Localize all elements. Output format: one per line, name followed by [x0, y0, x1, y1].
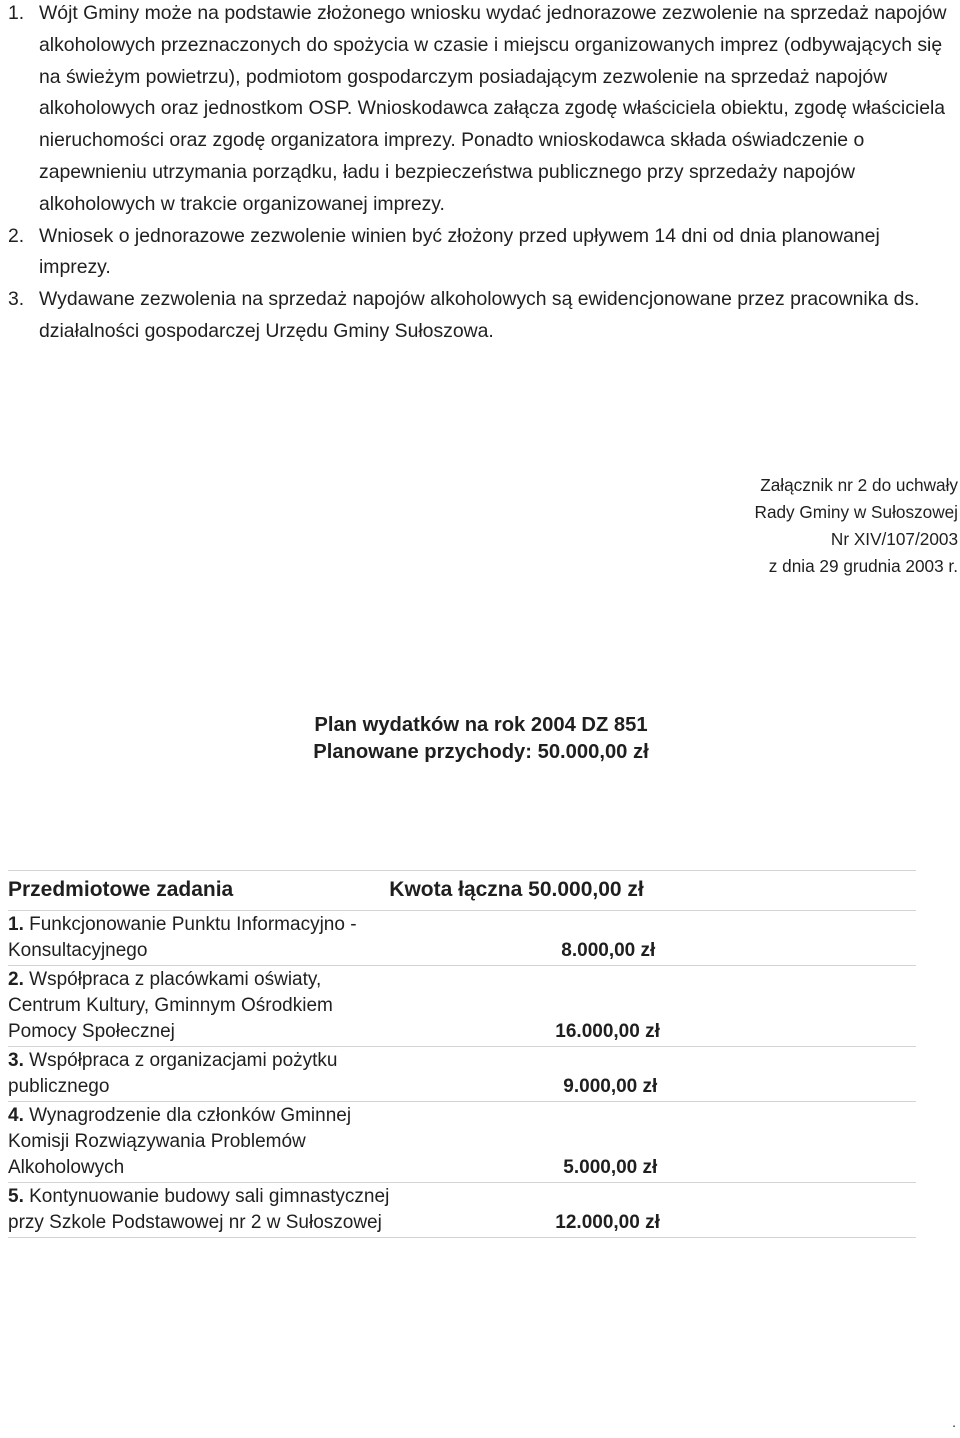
table-row: [8, 1183, 916, 1238]
list-item: [8, 221, 956, 285]
amount-value: 12.000,00 zł: [555, 1212, 660, 1233]
amount-cell: [389, 1102, 916, 1183]
task-cell: [8, 1047, 389, 1102]
amount-cell: [389, 911, 916, 966]
amount-value: 9.000,00 zł: [563, 1076, 658, 1097]
attachment-line: Rady Gminy w Sułoszowej: [754, 502, 958, 522]
task-cell: [8, 1183, 389, 1238]
attachment-note: [755, 472, 958, 580]
expenses-table: [8, 870, 916, 1238]
attachment-line: Załącznik nr 2 do uchwały: [760, 475, 958, 495]
task-number: 1.: [8, 914, 24, 935]
header-task: Przedmiotowe zadania: [8, 878, 234, 901]
page-end-mark: .: [952, 1414, 956, 1430]
amount-value: 16.000,00 zł: [555, 1021, 660, 1042]
amount-cell: [389, 1047, 916, 1102]
attachment-line: Nr XIV/107/2003: [830, 529, 958, 549]
table-row: [8, 966, 916, 1047]
list-item: [8, 284, 956, 348]
task-cell: [8, 911, 389, 966]
table-header-row: [8, 871, 916, 911]
task-number: 4.: [8, 1105, 24, 1126]
task-number: 3.: [8, 1050, 24, 1071]
task-number: 5.: [8, 1186, 24, 1207]
amount-cell: [389, 1183, 916, 1238]
table-row: [8, 911, 916, 966]
plan-subtitle: Planowane przychody: 50.000,00 zł: [313, 741, 649, 763]
list-item-text: Wójt Gminy może na podstawie złożonego wniosku wydać jednorazowe zezwolenie na sprzedaż napojów alkoholowych przeznaczonych do spożycia w czasie i miejscu organizowanych imprez (odbywających się na świeżym powietrzu), podmiotom gospodarczym posiadającym zezwolenie na sprzedaż napojów alkoholowych oraz jednostkom OSP. Wnioskodawca załącza zgodę właściciela obiektu, zgodę właściciela nieruchomości oraz zgodę organizatora imprezy. Ponadto wnioskodawca składa oświadczenie o zapewnieniu utrzymania porządku, ładu i bezpieczeństwa publicznego przy sprzedaży napojów alkoholowych w trakcie organizowanej imprezy.: [39, 2, 947, 215]
plan-title: Plan wydatków na rok 2004 DZ 851: [314, 714, 648, 736]
task-number: 2.: [8, 969, 24, 990]
list-item: [8, 0, 956, 221]
header-amount: Kwota łączna 50.000,00 zł: [389, 878, 644, 901]
table-row: [8, 1047, 916, 1102]
list-item-number: 2.: [8, 224, 25, 247]
task-cell: [8, 1102, 389, 1183]
task-text: Funkcjonowanie Punktu Informacyjno - Konsultacyjnego: [8, 914, 357, 961]
task-text: Współpraca z organizacjami pożytku publicznego: [8, 1050, 338, 1097]
list-item-number: 3.: [8, 288, 25, 311]
task-text: Współpraca z placówkami oświaty, Centrum Kultury, Gminnym Ośrodkiem Pomocy Społecznej: [8, 969, 333, 1042]
amount-cell: [389, 966, 916, 1047]
plan-heading: [0, 712, 960, 766]
table-row: [8, 1102, 916, 1183]
amount-value: 5.000,00 zł: [563, 1157, 658, 1178]
list-item-text: Wniosek o jednorazowe zezwolenie winien być złożony przed upływem 14 dni od dnia planowanej imprezy.: [39, 224, 880, 279]
task-text: Kontynuowanie budowy sali gimnastycznej przy Szkole Podstawowej nr 2 w Sułoszowej: [8, 1186, 390, 1233]
task-cell: [8, 966, 389, 1047]
list-item-number: 1.: [8, 2, 25, 24]
numbered-list: [8, 0, 956, 348]
amount-value: 8.000,00 zł: [561, 940, 656, 961]
list-item-text: Wydawane zezwolenia na sprzedaż napojów alkoholowych są ewidencjonowane przez pracownika ds. działalności gospodarczej Urzędu Gminy Sułoszowa.: [39, 288, 920, 342]
task-text: Wynagrodzenie dla członków Gminnej Komisji Rozwiązywania Problemów Alkoholowych: [8, 1105, 352, 1178]
attachment-line: z dnia 29 grudnia 2003 r.: [768, 556, 958, 576]
